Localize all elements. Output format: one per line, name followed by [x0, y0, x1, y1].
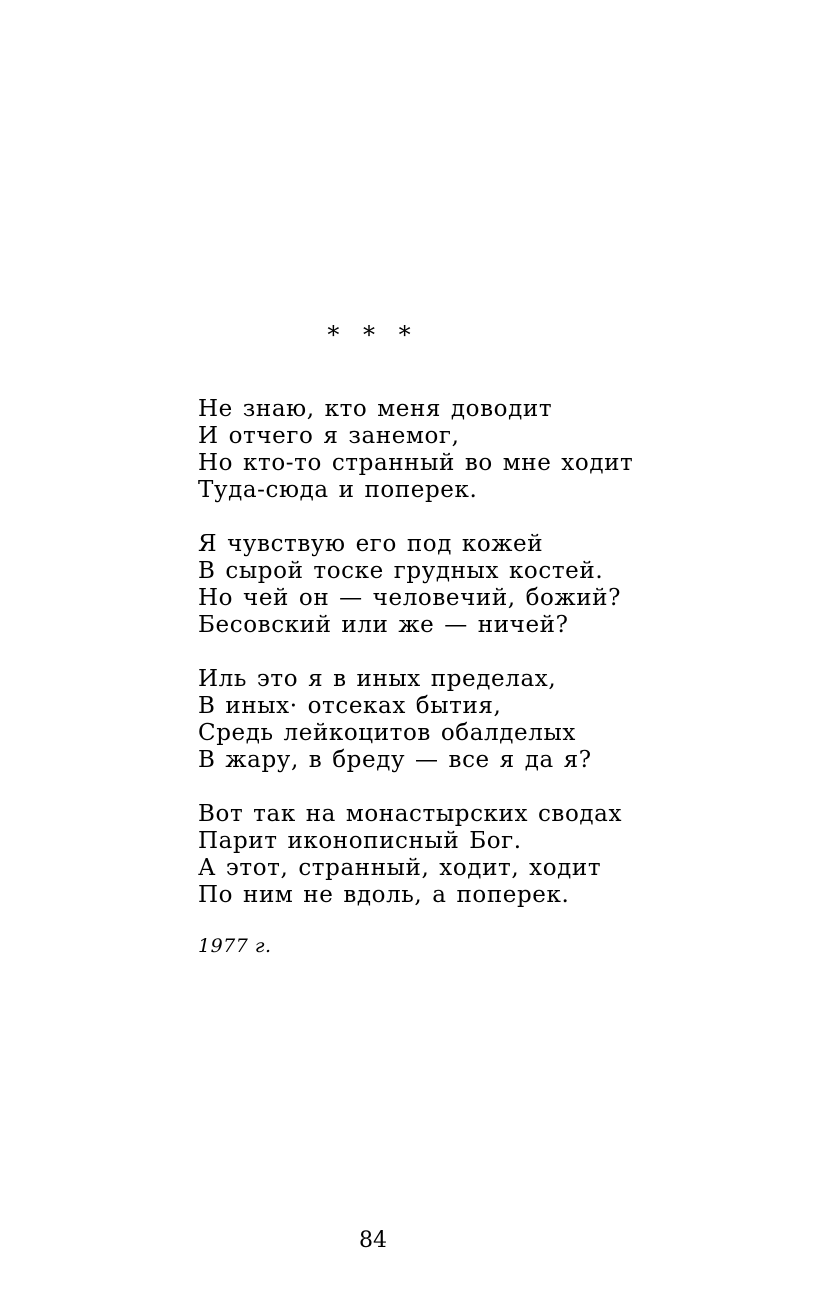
poem-line: В иных· отсеках бытия, [198, 693, 502, 719]
poem-line: По ним не вдоль, а поперек. [198, 882, 570, 908]
poem-line: В сырой тоске грудных костей. [198, 558, 604, 584]
poem-line: Туда-сюда и поперек. [198, 477, 478, 503]
poem-line: А этот, странный, ходит, ходит [198, 855, 602, 881]
poem-line: Парит иконописный Бог. [198, 828, 522, 854]
stanza-1 [198, 396, 758, 504]
poem-date: 1977 г. [198, 935, 272, 957]
poem-line: Бесовский или же — ничей? [198, 612, 569, 638]
poem-line: Но кто-то странный во мне ходит [198, 450, 634, 476]
poem-line: Я чувствую его под кожей [198, 531, 544, 557]
poem-line: Но чей он — человечий, божий? [198, 585, 622, 611]
stanza-ornament: * * * [327, 321, 419, 349]
poem-line: Иль это я в иных пределах, [198, 666, 557, 692]
poem-line: И отчего я занемог, [198, 423, 460, 449]
page-number: 84 [359, 1228, 387, 1253]
poem-line: Средь лейкоцитов обалделых [198, 720, 576, 746]
stanza-3 [198, 666, 758, 774]
poem-line: В жару, в бреду — все я да я? [198, 747, 592, 773]
poem-line: Вот так на монастырских сводах [198, 801, 623, 827]
stanza-2 [198, 531, 758, 639]
stanza-4 [198, 801, 758, 909]
poem-line: Не знаю, кто меня доводит [198, 396, 553, 422]
poem [198, 396, 758, 936]
